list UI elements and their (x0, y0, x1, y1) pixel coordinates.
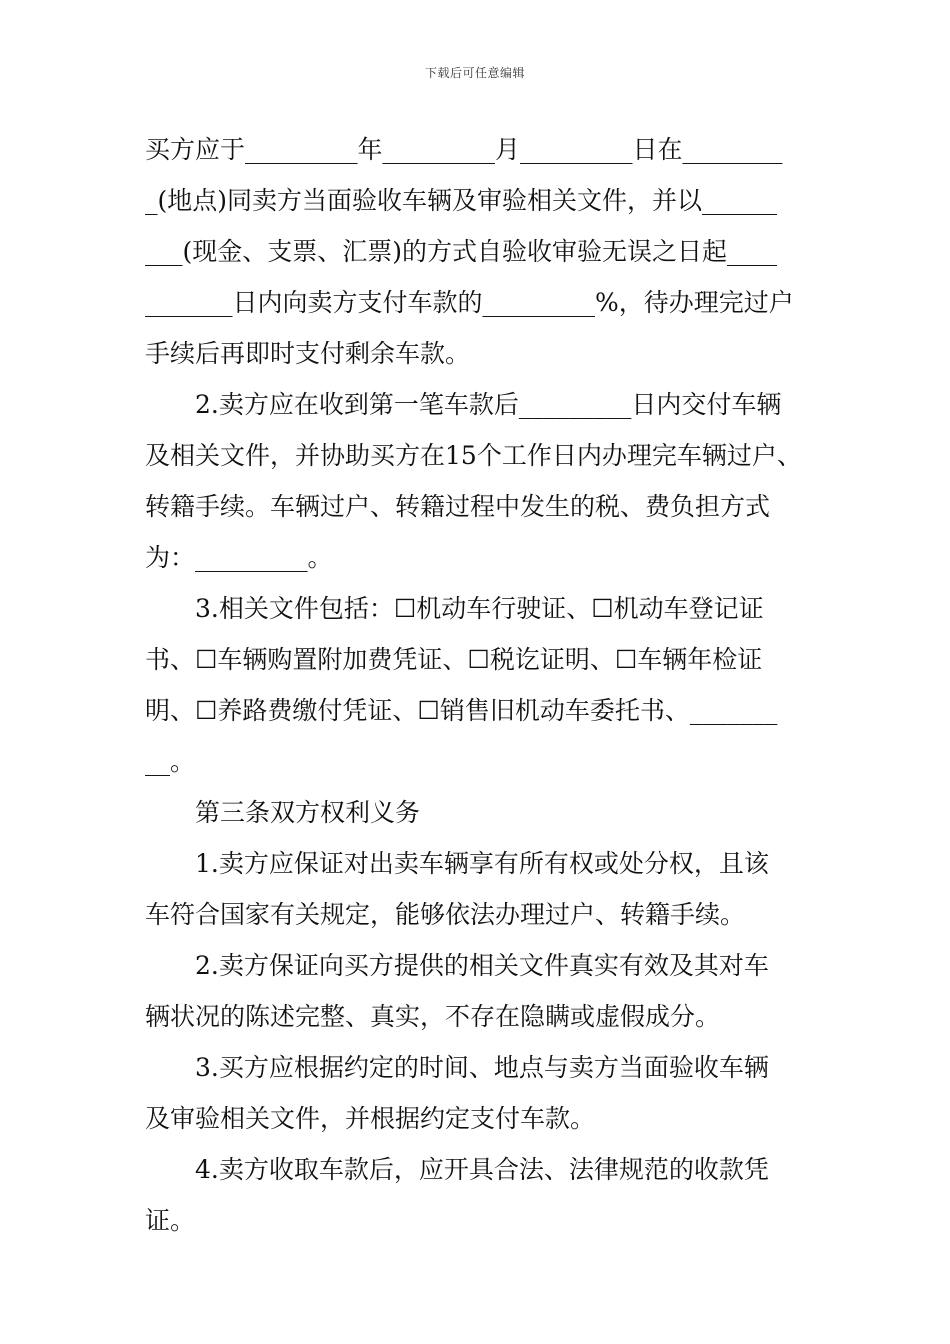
text-line: 4.卖方收取车款后，应开具合法、法律规范的收款凭 (195, 1155, 769, 1184)
section-heading-rights-obligations (145, 787, 810, 838)
document-body (145, 124, 810, 1246)
text-line: 转籍手续。车辆过户、转籍过程中发生的税、费负担方式 (145, 492, 771, 521)
text-line: 及相关文件，并协助买方在15个工作日内办理完车辆过户、 (145, 441, 802, 470)
paragraph-documents-clause (145, 583, 810, 787)
text-line: 买方应于_________年_________月_________日在________ (145, 135, 783, 164)
text-line: 及审验相关文件，并根据约定支付车款。 (145, 1104, 596, 1133)
paragraph-delivery-clause (145, 379, 810, 583)
text-line: ___(现金、支票、汇票)的方式自验收审验无误之日起____ (145, 237, 778, 266)
page-header: 下载后可任意编辑 (424, 66, 525, 80)
text-line: 车符合国家有关规定，能够依法办理过户、转籍手续。 (145, 900, 746, 929)
text-line: 辆状况的陈述完整、真实，不存在隐瞒或虚假成分。 (145, 1002, 721, 1031)
text-line: 为：_________。 (145, 543, 333, 572)
paragraph-payment-terms (145, 124, 810, 379)
text-line: 1.卖方应保证对出卖车辆享有所有权或处分权，且该 (195, 849, 769, 878)
text-line: 3.相关文件包括：☐机动车行驶证、☐机动车登记证 (195, 594, 764, 623)
text-line: 2.卖方保证向买方提供的相关文件真实有效及其对车 (195, 951, 769, 980)
paragraph-receipt-clause (145, 1144, 810, 1246)
paragraph-buyer-obligation (145, 1042, 810, 1144)
text-line: __。 (145, 747, 196, 776)
text-line: 第三条双方权利义务 (195, 798, 421, 827)
paragraph-seller-warranty (145, 940, 810, 1042)
text-line: _(地点)同卖方当面验收车辆及审验相关文件，并以______ (145, 186, 778, 215)
text-line: 2.卖方应在收到第一笔车款后_________日内交付车辆 (195, 390, 782, 419)
text-line: _______日内向卖方支付车款的_________%，待办理完过户 (145, 288, 794, 317)
text-line: 书、☐车辆购置附加费凭证、☐税讫证明、☐车辆年检证 (145, 645, 763, 674)
text-line: 明、☐养路费缴付凭证、☐销售旧机动车委托书、_______ (145, 696, 778, 725)
text-line: 手续后再即时支付剩余车款。 (145, 339, 471, 368)
text-line: 3.买方应根据约定的时间、地点与卖方当面验收车辆 (195, 1053, 769, 1082)
paragraph-seller-ownership (145, 838, 810, 940)
text-line: 证。 (145, 1206, 196, 1235)
